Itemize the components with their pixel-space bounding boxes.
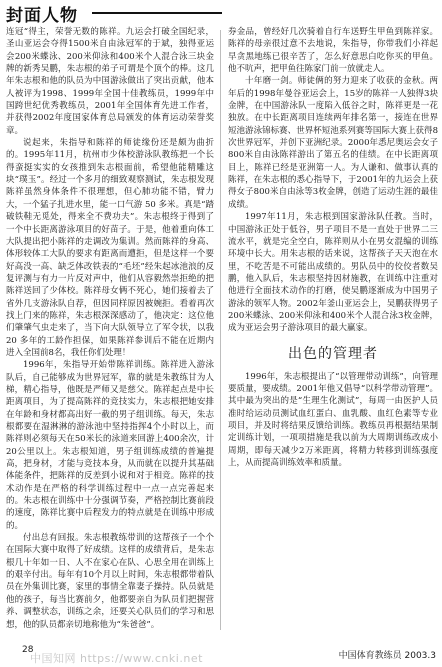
header-rule	[92, 12, 222, 14]
article-paragraph: 1997年11月，朱志根到国家游泳队任教。当时，中国游泳正处于低谷，男子项目不是一直处于世界二三流水平，就是完全空白，陈祥则从小在男女混编的训练环境中长大。用朱志根的话来说，这帮孩子天天泡在水里，不吃苦是不可能出成绩的。男队员中的佼佼者数吴鹏，他入队后，朱志根坚持因材施教，在训练中注重对他进行全面技术动作的打磨，使吴鹏逐渐成为中国男子游泳的领军人物。2002年釜山亚运会上，吴鹏获得男子200米蝶泳、200米仰泳和400米个人混合泳3枚金牌，成为亚运会男子游泳项目的最大赢家。	[228, 212, 438, 334]
left-column	[6, 26, 214, 636]
journal-issue: 中国体育教练员 2003.3	[338, 651, 436, 661]
column-divider	[220, 30, 221, 630]
article-paragraph: 连冠“得主，荣誉无数的陈祥。九运会打破全国纪录，圣山亚运会夺得1500米自由泳冠军的于斌，独得亚运会200米蝶泳、200米仰泳和400米个人混合泳三块金牌的新秀吴鹏，朱志根的弟子可谓是个顶个的棒。这几年朱志根和他的队员为中国游泳做出了突出贡献，他本人被评为1998、1999年全国十佳教练员，1999年中国跨世纪优秀教练员，2001年全国体育先进工作者，并获得2002年度国家体育总局颁发的体育运动荣誉奖章。	[6, 27, 214, 136]
article-paragraph: 说起来，朱指导和陈祥的师徒缘份还是颇为曲折的。1995年11月，杭州市少体校游泳队教练把一个长得蛮挺实实的女孩推到朱志根面前，希望他能精雕这块“璞玉”。经过一个多月的细致观察测试，朱志根发现陈祥虽然身体条件不很理想，但心肺功能不错，臂力大，一个猛子扎进水里，能一口气游 50 多米。真是“踏破铁鞋无觅处，得来全不费功夫”。朱志根终于得到了一个中长距离游泳项目的好苗子。于是，他着重向体工大队提出把小陈祥的走调改为集训。然而陈祥的身高、体形较体工大队的要求有距离而遭拒，但是这样一个要好高没一高、缺乏体改铁表的“毛坯”经朱起冰池浪的反复评测与有力一片反对声中，他们从容毅然崇拒绝的把陈祥送回了少体校。陈祥母女俩不死心，她们接着去了省外几支游泳队自荐，但因同样原因被婉拒。看着再次找上门来的陈祥，朱志根深深感动了，他决定：这位他们肇肇气虫走来了，当下向大队领导立了军令状，以我 20 多年的工龄作担保，如果陈祥参训后不能在近期内进入全国前8名，我任你们处理！	[6, 138, 214, 358]
page-header	[0, 0, 442, 26]
article-paragraph: 付出总有回报。朱志根教练带训的这帮孩子一个个在国际大赛中取得了好成绩。这样的成绩背后，是朱志根几十年如一日、人不在家心在队、心思全用在训练上的艰辛付出。每年有10个月以上时间，朱志根都带着队员在外集训比赛，家里的事情全靠妻子操持。队员就是他的孩子，每当比赛前夕，他都要亲自为队员们把握营养、调整状态，训练之余，还要关心队员们的学习和思想，他的队员都亲切地称他为“朱爸爸”。	[6, 533, 214, 630]
section-header-title: 封面人物	[6, 6, 78, 26]
article-paragraph: 1996年，朱志根提出了“以管理带动训练”，向管理要质量，要成绩。2001年他又倡导“以科学带动管理”。其中最为突出的是“生理生化测试”，每周一由医护人员准时给运动员测试血红蛋白、血乳酸、血红色素等专业项目，并及时将结果反馈给训练。教练员再根据结果制定训练计划，一项项措施是我以前为大周期训练改成小周期，即每天减少2万米距离，将精力转移到训练强度上，从而提高训练效率和质量。	[228, 371, 438, 468]
article-paragraph: 十年磨一剑。师徒俩的努力迎来了收获的金秋。两年后的1998年曼谷亚运会上，15岁的陈祥一人独得3块金牌，在中国游泳队一度陷入低谷之时，陈祥更是一花独放。在中长距离项目连续两年排名第一，接连在世界短池游泳锦标赛、世界杯短池系列赛等国际大赛上获得8次世界冠军，并创下亚洲纪录。2000年悉尼奥运会女子800米自由泳陈祥游出了第五名的佳绩。在中长距离项目上，陈祥已经是亚洲第一人。为人谦和、做事认真的陈祥，在朱志根的悉心指导下，于2001年的九运会上获得女子800米自由泳等3枚金牌，创造了运动生涯的最佳成绩。	[228, 76, 438, 210]
article-paragraph: 券金品，曾经好几次骑着自行车送野生甲鱼到陈祥家。陈祥的母亲很过意不去地说，朱指导，你带我们小祥起早贪黑地练已很辛苦了，怎么好意思白吃你买的甲鱼。他不吭声，把甲鱼往陈家门前一放就走人。	[228, 27, 438, 75]
watermark-text: 中国知网 https://www.cnki.net	[30, 652, 203, 665]
page-number: 28	[22, 645, 34, 655]
section-title: 出色的管理者	[288, 345, 378, 362]
right-column	[228, 26, 438, 636]
article-paragraph: 1996年，朱指导开始带陈祥训练。陈祥进入游泳队后，自己能够成为世界冠军，靠的就是朱教练甘为人梯，精心指导，他既是严师又是慈父。陈祥起点是中长距离项目，为了提高陈祥的竞技实力，朱志根把她安排在年龄和身材都高出好一截的男子组训练。每天，朱志根都要在湿淋淋的游泳池中坚持指挥4个小时以上，而陈祥则必须每天在50米长的泳道来回游上400余次，计20公里以上。朱志根知道，男子组训练成绩的普遍提高，把身材，才能与竞技本身，从而就在以提升其基础体能条件，把陈祥的反差到小说和对于相竞。陈祥的技术动作是在严格的科学训练过程中一点一点完善起来的。朱志根在训练中十分强调节奏，严格控制比赛前段的速度，陈祥比赛中后程发力的特点就是在训练中形成的。	[6, 360, 214, 531]
